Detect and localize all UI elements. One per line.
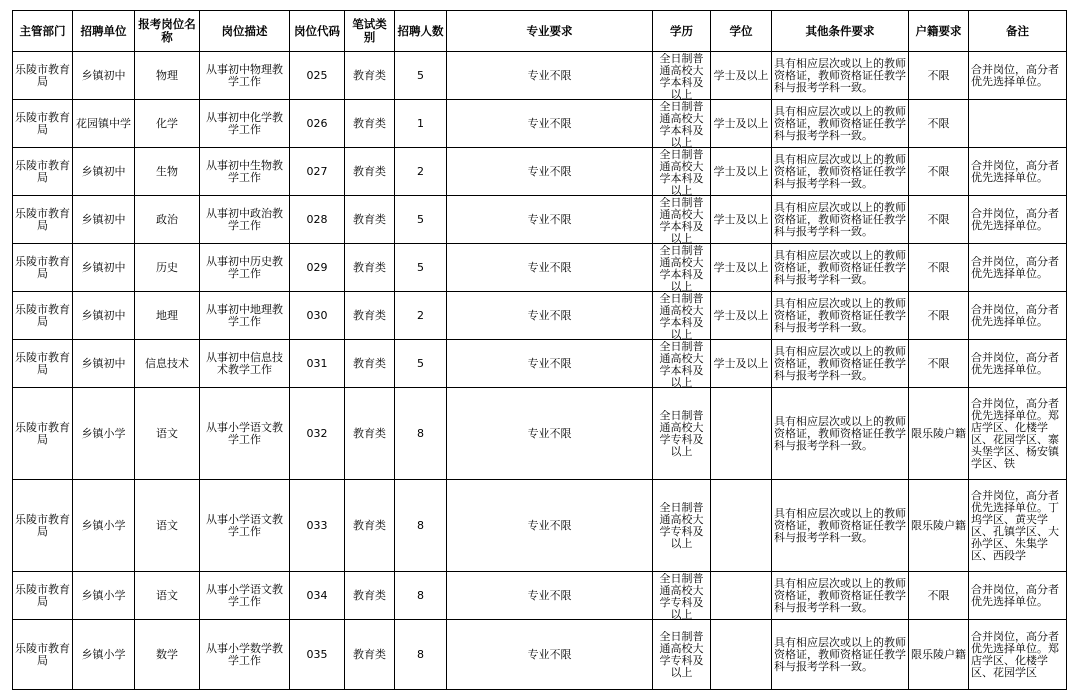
cell-desc: 从事初中生物教学工作 [200,148,290,196]
cell-other: 具有相应层次或以上的教师资格证，教师资格证任教学科与报考学科一致。 [772,148,909,196]
cell-remark [969,388,1067,480]
cell-code: 034 [290,572,345,620]
header-education: 学历 [653,11,711,52]
cell-unit: 乡镇初中 [73,244,135,292]
cell-education [653,244,711,292]
cell-remark [969,100,1067,148]
cell-post: 化学 [135,100,200,148]
cell-other: 具有相应层次或以上的教师资格证，教师资格证任教学科与报考学科一致。 [772,244,909,292]
cell-code: 028 [290,196,345,244]
cell-post: 语文 [135,388,200,480]
cell-hukou: 不限 [909,292,969,340]
cell-other: 具有相应层次或以上的教师资格证，教师资格证任教学科与报考学科一致。 [772,480,909,572]
cell-hukou: 不限 [909,572,969,620]
cell-count: 8 [395,572,447,620]
cell-other: 具有相应层次或以上的教师资格证，教师资格证任教学科与报考学科一致。 [772,292,909,340]
cell-desc: 从事初中信息技术教学工作 [200,340,290,388]
cell-desc: 从事初中历史教学工作 [200,244,290,292]
cell-education [653,572,711,620]
cell-other: 具有相应层次或以上的教师资格证，教师资格证任教学科与报考学科一致。 [772,100,909,148]
cell-count: 2 [395,292,447,340]
cell-post: 语文 [135,480,200,572]
cell-education [653,148,711,196]
cell-count: 5 [395,196,447,244]
cell-unit: 乡镇小学 [73,620,135,690]
cell-major: 专业不限 [447,244,653,292]
cell-other: 具有相应层次或以上的教师资格证，教师资格证任教学科与报考学科一致。 [772,52,909,100]
cell-degree [711,388,772,480]
cell-count: 8 [395,480,447,572]
cell-unit: 乡镇小学 [73,388,135,480]
cell-unit: 乡镇初中 [73,148,135,196]
header-other: 其他条件要求 [772,11,909,52]
cell-other: 具有相应层次或以上的教师资格证，教师资格证任教学科与报考学科一致。 [772,388,909,480]
header-count: 招聘人数 [395,11,447,52]
education-text: 全日制普通高校大学本科及以上 [659,100,704,147]
table-row [13,388,1067,480]
cell-dept: 乐陵市教育局 [13,292,73,340]
table-row [13,480,1067,572]
header-desc: 岗位描述 [200,11,290,52]
cell-education [653,340,711,388]
cell-remark [969,480,1067,572]
cell-degree: 学士及以上 [711,100,772,148]
cell-education [653,292,711,340]
remark-text: 合并岗位，高分者优先选择单位。 [971,351,1059,376]
cell-exam: 教育类 [345,292,395,340]
cell-remark [969,340,1067,388]
header-post: 报考岗位名称 [135,11,200,52]
cell-major: 专业不限 [447,620,653,690]
cell-hukou: 不限 [909,148,969,196]
cell-degree: 学士及以上 [711,196,772,244]
cell-hukou: 限乐陵户籍 [909,388,969,480]
header-hukou: 户籍要求 [909,11,969,52]
cell-education [653,620,711,690]
header-unit: 招聘单位 [73,11,135,52]
cell-major: 专业不限 [447,480,653,572]
header-code: 岗位代码 [290,11,345,52]
cell-code: 026 [290,100,345,148]
cell-hukou: 限乐陵户籍 [909,620,969,690]
cell-unit: 乡镇小学 [73,480,135,572]
cell-dept: 乐陵市教育局 [13,148,73,196]
cell-count: 8 [395,388,447,480]
cell-degree [711,572,772,620]
cell-hukou: 不限 [909,100,969,148]
header-degree: 学位 [711,11,772,52]
cell-exam: 教育类 [345,388,395,480]
cell-unit: 乡镇初中 [73,52,135,100]
cell-post: 信息技术 [135,340,200,388]
cell-exam: 教育类 [345,148,395,196]
cell-code: 029 [290,244,345,292]
cell-post: 地理 [135,292,200,340]
cell-other: 具有相应层次或以上的教师资格证，教师资格证任教学科与报考学科一致。 [772,620,909,690]
cell-major: 专业不限 [447,292,653,340]
remark-text: 合并岗位，高分者优先选择单位。 [971,207,1059,232]
cell-count: 5 [395,340,447,388]
cell-post: 数学 [135,620,200,690]
cell-count: 2 [395,148,447,196]
cell-dept: 乐陵市教育局 [13,196,73,244]
education-text: 全日制普通高校大学本科及以上 [659,340,704,387]
cell-dept: 乐陵市教育局 [13,620,73,690]
cell-unit: 乡镇初中 [73,196,135,244]
table-row [13,340,1067,388]
cell-degree: 学士及以上 [711,340,772,388]
cell-major: 专业不限 [447,196,653,244]
cell-post: 语文 [135,572,200,620]
cell-degree: 学士及以上 [711,244,772,292]
cell-code: 033 [290,480,345,572]
cell-exam: 教育类 [345,620,395,690]
cell-code: 027 [290,148,345,196]
cell-exam: 教育类 [345,572,395,620]
cell-hukou: 不限 [909,196,969,244]
education-text: 全日制普通高校大学本科及以上 [659,244,704,291]
cell-exam: 教育类 [345,196,395,244]
education-text: 全日制普通高校大学本科及以上 [659,292,704,339]
remark-text: 合并岗位，高分者优先选择单位。 [971,255,1059,280]
cell-post: 历史 [135,244,200,292]
education-text: 全日制普通高校大学本科及以上 [659,52,704,99]
cell-degree: 学士及以上 [711,148,772,196]
cell-dept: 乐陵市教育局 [13,572,73,620]
remark-text: 合并岗位，高分者优先选择单位。丁坞学区、黄夹学区、孔镇学区、大孙学区、朱集学区、西段学 [971,489,1059,562]
cell-count: 5 [395,52,447,100]
cell-degree [711,620,772,690]
cell-degree [711,480,772,572]
table-row [13,572,1067,620]
cell-code: 025 [290,52,345,100]
cell-exam: 教育类 [345,480,395,572]
cell-count: 8 [395,620,447,690]
cell-desc: 从事小学语文教学工作 [200,480,290,572]
cell-degree: 学士及以上 [711,52,772,100]
cell-hukou: 不限 [909,244,969,292]
cell-desc: 从事小学语文教学工作 [200,388,290,480]
cell-hukou: 限乐陵户籍 [909,480,969,572]
cell-degree: 学士及以上 [711,292,772,340]
cell-code: 031 [290,340,345,388]
cell-unit: 乡镇初中 [73,340,135,388]
cell-dept: 乐陵市教育局 [13,480,73,572]
header-dept: 主管部门 [13,11,73,52]
cell-post: 物理 [135,52,200,100]
cell-post: 政治 [135,196,200,244]
cell-major: 专业不限 [447,572,653,620]
header-major: 专业要求 [447,11,653,52]
recruitment-table-sheet [12,10,1068,697]
cell-remark [969,244,1067,292]
header-exam: 笔试类别 [345,11,395,52]
cell-major: 专业不限 [447,340,653,388]
cell-count: 1 [395,100,447,148]
cell-exam: 教育类 [345,100,395,148]
education-text: 全日制普通高校大学本科及以上 [659,148,704,195]
cell-desc: 从事初中地理教学工作 [200,292,290,340]
cell-code: 032 [290,388,345,480]
cell-desc: 从事初中化学教学工作 [200,100,290,148]
table-row [13,292,1067,340]
cell-major: 专业不限 [447,148,653,196]
cell-other: 具有相应层次或以上的教师资格证，教师资格证任教学科与报考学科一致。 [772,572,909,620]
cell-education [653,52,711,100]
header-remark: 备注 [969,11,1067,52]
cell-major: 专业不限 [447,388,653,480]
table-row [13,196,1067,244]
cell-dept: 乐陵市教育局 [13,388,73,480]
cell-dept: 乐陵市教育局 [13,100,73,148]
table-row [13,148,1067,196]
remark-text: 合并岗位，高分者优先选择单位。 [971,63,1059,88]
education-text: 全日制普通高校大学专科及以上 [659,501,704,550]
cell-major: 专业不限 [447,52,653,100]
cell-code: 035 [290,620,345,690]
cell-desc: 从事小学语文教学工作 [200,572,290,620]
table-row [13,100,1067,148]
remark-text: 合并岗位，高分者优先选择单位。 [971,159,1059,184]
remark-text: 合并岗位，高分者优先选择单位。 [971,303,1059,328]
cell-desc: 从事初中政治教学工作 [200,196,290,244]
cell-code: 030 [290,292,345,340]
cell-other: 具有相应层次或以上的教师资格证，教师资格证任教学科与报考学科一致。 [772,340,909,388]
header-row [13,11,1067,52]
education-text: 全日制普通高校大学专科及以上 [659,630,704,679]
education-text: 全日制普通高校大学专科及以上 [659,572,704,619]
cell-education [653,100,711,148]
cell-dept: 乐陵市教育局 [13,340,73,388]
table-row [13,52,1067,100]
remark-text: 合并岗位，高分者优先选择单位。郑店学区、化楼学区、花园学区 [971,630,1059,679]
education-text: 全日制普通高校大学专科及以上 [659,409,704,458]
education-text: 全日制普通高校大学本科及以上 [659,196,704,243]
cell-dept: 乐陵市教育局 [13,52,73,100]
cell-remark [969,572,1067,620]
table-row [13,244,1067,292]
cell-remark [969,292,1067,340]
recruitment-table [12,10,1067,690]
table-row [13,620,1067,690]
cell-hukou: 不限 [909,52,969,100]
cell-exam: 教育类 [345,340,395,388]
cell-hukou: 不限 [909,340,969,388]
cell-remark [969,620,1067,690]
cell-remark [969,196,1067,244]
cell-unit: 花园镇中学 [73,100,135,148]
remark-text: 合并岗位，高分者优先选择单位。 [971,583,1059,608]
cell-unit: 乡镇小学 [73,572,135,620]
cell-major: 专业不限 [447,100,653,148]
cell-remark [969,52,1067,100]
cell-desc: 从事小学数学教学工作 [200,620,290,690]
cell-dept: 乐陵市教育局 [13,244,73,292]
cell-post: 生物 [135,148,200,196]
cell-education [653,480,711,572]
cell-remark [969,148,1067,196]
cell-other: 具有相应层次或以上的教师资格证，教师资格证任教学科与报考学科一致。 [772,196,909,244]
cell-count: 5 [395,244,447,292]
cell-desc: 从事初中物理教学工作 [200,52,290,100]
remark-text: 合并岗位，高分者优先选择单位。郑店学区、化楼学区、花园学区、寨头堡学区、杨安镇学区、铁 [971,397,1059,470]
cell-education [653,196,711,244]
cell-exam: 教育类 [345,52,395,100]
cell-unit: 乡镇初中 [73,292,135,340]
cell-education [653,388,711,480]
cell-exam: 教育类 [345,244,395,292]
